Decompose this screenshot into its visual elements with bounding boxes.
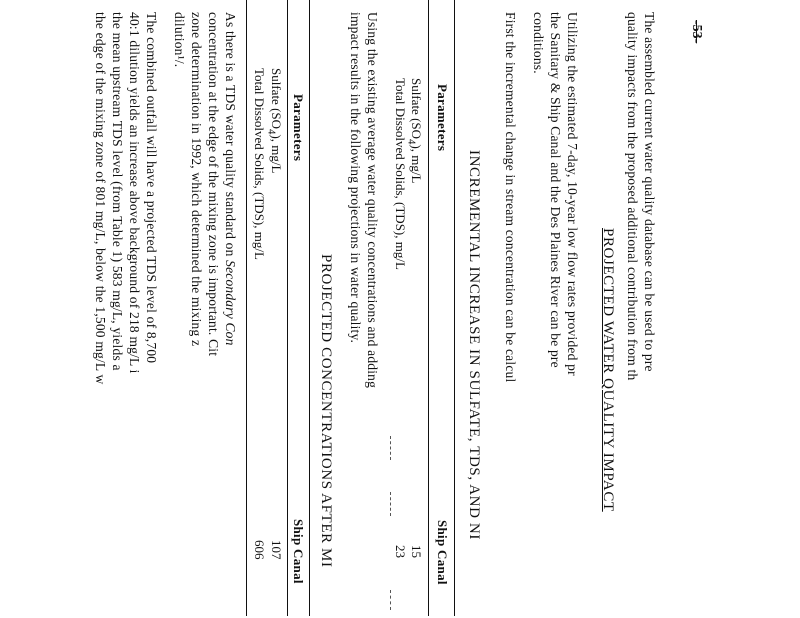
- table-1-top-rule: [454, 0, 455, 616]
- table-1-dash-a: [390, 436, 391, 460]
- table-2-title: PROJECTED CONCENTRATIONS AFTER MI: [318, 254, 334, 568]
- paragraph-1-line-2: quality impacts from the proposed additional contribution from th: [625, 12, 640, 381]
- paragraph-5-line-1-italic: Secondary Con: [223, 260, 238, 346]
- paragraph-3: First the incremental change in stream concentration can be calcul: [503, 12, 518, 383]
- paragraph-6-line-2: 40:1 dilution yields an increase above background of 218 mg/L i: [127, 12, 142, 374]
- paragraph-2-line-3: conditions.: [531, 12, 546, 74]
- paragraph-6-line-3: the mean upstream TDS level (from Table 1) 583 mg/L, yields a: [110, 12, 125, 371]
- table-2-header-rule: [287, 0, 288, 616]
- table-2-header-parameters: Parameters: [291, 94, 306, 162]
- table-2-header-ship-canal: Ship Canal: [291, 519, 306, 584]
- table-2-row-sulfate-param: Sulfate $(SO_4)$, mg/L: [265, 68, 284, 174]
- table-1-header-rule: [428, 0, 429, 616]
- paragraph-4-line-2: impact results in the following projections in water quality.: [348, 12, 363, 344]
- table-1-header-ship-canal: Ship Canal: [435, 520, 450, 585]
- table-1-row-tds-value: 23: [393, 545, 408, 558]
- paragraph-6-line-1: The combined outfall will have a projected TDS level of 8,700: [144, 12, 159, 364]
- table-1-header-parameters: Parameters: [435, 84, 450, 152]
- table-2-row-tds-value: 606: [252, 540, 267, 560]
- paragraph-5-line-4: dilution¹/.: [172, 12, 187, 68]
- table-1-dash-b: [390, 492, 391, 516]
- table-1-title: INCREMENTAL INCREASE IN SULFATE, TDS, AND NI: [466, 150, 482, 540]
- table-1-dash-c: [390, 590, 391, 610]
- table-1-row-tds-param: Total Dissolved Solids, (TDS), mg/L: [393, 78, 408, 270]
- paragraph-5-line-1: [222, 12, 238, 346]
- table-2-row-tds-param: Total Dissolved Solids, (TDS), mg/L: [252, 68, 267, 260]
- paragraph-5-line-3: zone determination in 1992, which determined the mixing z: [189, 12, 204, 347]
- paragraph-5-line-2: concentration at the edge of the mixing zone is important. Cit: [206, 12, 221, 357]
- page-number: -53-: [689, 20, 704, 44]
- paragraph-1-line-1: The assembled current water quality database can be used to pre: [642, 12, 657, 372]
- table-1-row-sulfate-value: 15: [409, 545, 424, 558]
- paragraph-2-line-2: the Sanitary & Ship Canal and the Des Plaines River can be pre: [548, 12, 563, 368]
- paragraph-6-line-4: the edge of the mixing zone of 801 mg/L, below the 1,500 mg/L w: [93, 12, 108, 385]
- table-2-row-sulfate-value: 107: [269, 540, 284, 560]
- table-1-row-sulfate-param: Sulfate $(SO_4)$, mg/L: [405, 78, 424, 184]
- table-2-top-rule: [309, 0, 310, 616]
- paragraph-4-line-1: Using the existing average water quality concentrations and adding: [365, 12, 380, 389]
- paragraph-5-line-1-text: As there is a TDS water quality standard on: [223, 12, 238, 261]
- paragraph-2-line-1: Utilizing the estimated 7-day, 10-year low flow rates provided pr: [565, 12, 580, 376]
- table-2-bottom-rule: [246, 0, 247, 616]
- section-title: PROJECTED WATER QUALITY IMPACT: [600, 228, 616, 512]
